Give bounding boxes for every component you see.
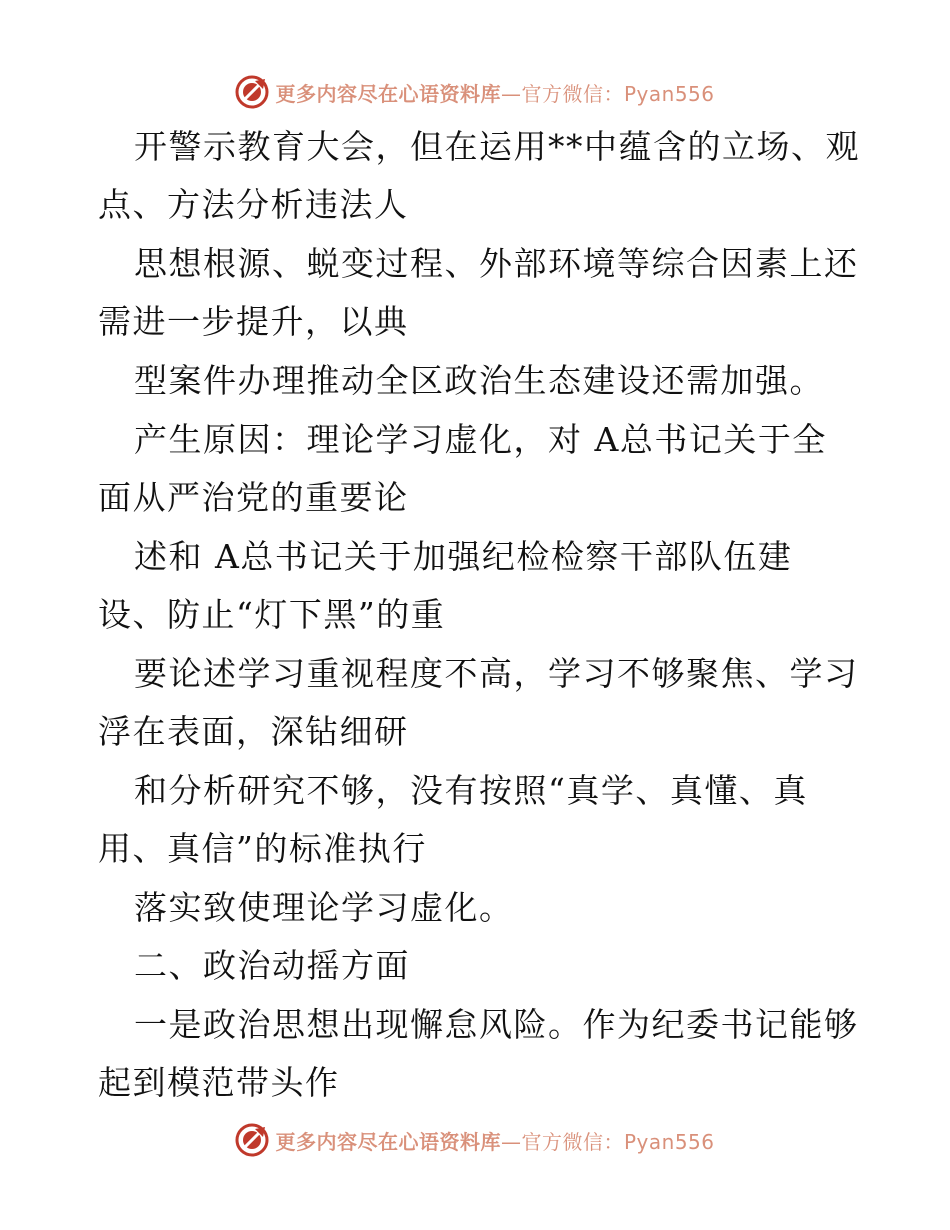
footer-wechat-label: 官方微信： (521, 1129, 624, 1154)
footer-wechat-id: Pyan556 (623, 1129, 715, 1154)
header-banner (0, 72, 950, 112)
text-line: 用、真信”的标准执行 (98, 829, 427, 868)
text-line: 要论述学习重视程度不高，学习不够聚焦、学习 (134, 654, 859, 693)
text-line: 和分析研究不够，没有按照“真学、真懂、真 (134, 771, 808, 810)
text-line: 产生原因：理论学习虚化，对 A总书记关于全 (134, 420, 827, 459)
text-line: 面从严治党的重要论 (98, 478, 409, 517)
header-dash: — (500, 81, 522, 106)
text-line: 落实致使理论学习虚化。 (134, 888, 514, 927)
header-wechat-id: Pyan556 (623, 81, 715, 106)
text-line: 开警示教育大会，但在运用**中蕴含的立场、观 (134, 127, 860, 166)
text-line: 二、政治动摇方面 (134, 946, 410, 985)
footer-text (275, 1126, 714, 1155)
text-line: 思想根源、蜕变过程、外部环境等综合因素上还 (134, 244, 859, 283)
text-line: 设、防止“灯下黑”的重 (98, 595, 446, 634)
text-line: 点、方法分析违法人 (98, 185, 409, 224)
text-line: 浮在表面，深钻细研 (98, 712, 409, 751)
footer-brand-text: 更多内容尽在心语资料库 (275, 1129, 501, 1154)
header-wechat-label: 官方微信： (521, 81, 624, 106)
footer-banner (0, 1120, 950, 1160)
text-line: 型案件办理推动全区政治生态建设还需加强。 (134, 361, 824, 400)
text-line: 起到模范带头作 (98, 1063, 340, 1102)
footer-dash: — (500, 1129, 522, 1154)
brand-logo-icon (235, 75, 269, 109)
header-text (275, 78, 714, 107)
header-brand-text: 更多内容尽在心语资料库 (275, 81, 501, 106)
text-line: 一是政治思想出现懈怠风险。作为纪委书记能够 (134, 1005, 859, 1044)
text-line: 需进一步提升，以典 (98, 302, 409, 341)
text-line: 述和 A总书记关于加强纪检检察干部队伍建 (134, 537, 793, 576)
brand-logo-icon (235, 1123, 269, 1157)
